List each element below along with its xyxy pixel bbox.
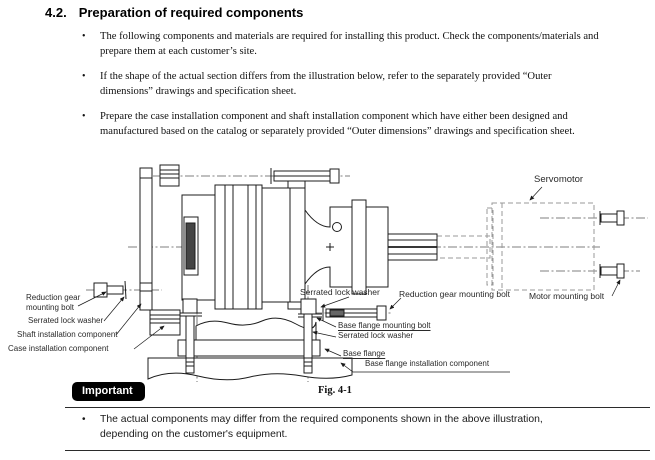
label-reduction-gear-mounting-bolt-right: Reduction gear mounting bolt xyxy=(399,289,511,299)
label-base-flange-installation-component: Base flange installation component xyxy=(365,359,490,368)
bullet-item: • If the shape of the actual section differs from the illustration below, refer to the separately provided “Outer dimensions” drawings and specification sheet. xyxy=(80,69,602,99)
label-serrated-lock-washer-mid: Serrated lock washer xyxy=(300,287,380,297)
section-heading xyxy=(45,5,303,20)
figure-4-1-diagram xyxy=(0,150,655,390)
figure-caption: Fig. 4-1 xyxy=(318,385,352,396)
divider-bottom xyxy=(65,450,650,451)
important-note: • The actual components may differ from the required components shown in the above illustration, depending on the customer's equipment. xyxy=(80,412,580,442)
section-number: 4.2. xyxy=(45,5,67,20)
divider-top xyxy=(65,407,650,408)
label-case-installation-component: Case installation component xyxy=(8,344,109,353)
section-title: Preparation of required components xyxy=(78,5,304,20)
assembly-line-art xyxy=(0,150,655,390)
label-motor-mounting-bolt: Motor mounting bolt xyxy=(529,291,605,301)
servomotor-drawing xyxy=(437,203,594,290)
label-serrated-lock-washer-left: Serrated lock washer xyxy=(28,316,104,325)
label-reduction-gear-mounting-bolt-left: Reduction gear mounting bolt xyxy=(26,293,81,312)
reduction-gear-drawing xyxy=(140,165,437,310)
bullet-list xyxy=(80,29,602,149)
bullet-item: • The following components and materials are required for installing this product. Check the components/materials and prepare them at each customer’s site. xyxy=(80,29,602,59)
label-serrated-lock-washer-bottom: Serrated lock washer xyxy=(338,331,414,340)
motor-bolts-drawing xyxy=(600,211,624,278)
label-base-flange: Base flange xyxy=(343,349,386,358)
label-base-flange-mounting-bolt: Base flange mounting bolt xyxy=(338,321,431,330)
important-note-list xyxy=(80,412,580,442)
label-servomotor: Servomotor xyxy=(534,174,584,185)
important-badge: Important xyxy=(72,382,145,401)
bullet-item: • Prepare the case installation component and shaft installation component which have either been designed and manufactured based on the catalog or separately provided “Outer dimensions” drawings and specification sheet. xyxy=(80,109,602,139)
label-shaft-installation-component: Shaft installation component xyxy=(17,330,118,339)
